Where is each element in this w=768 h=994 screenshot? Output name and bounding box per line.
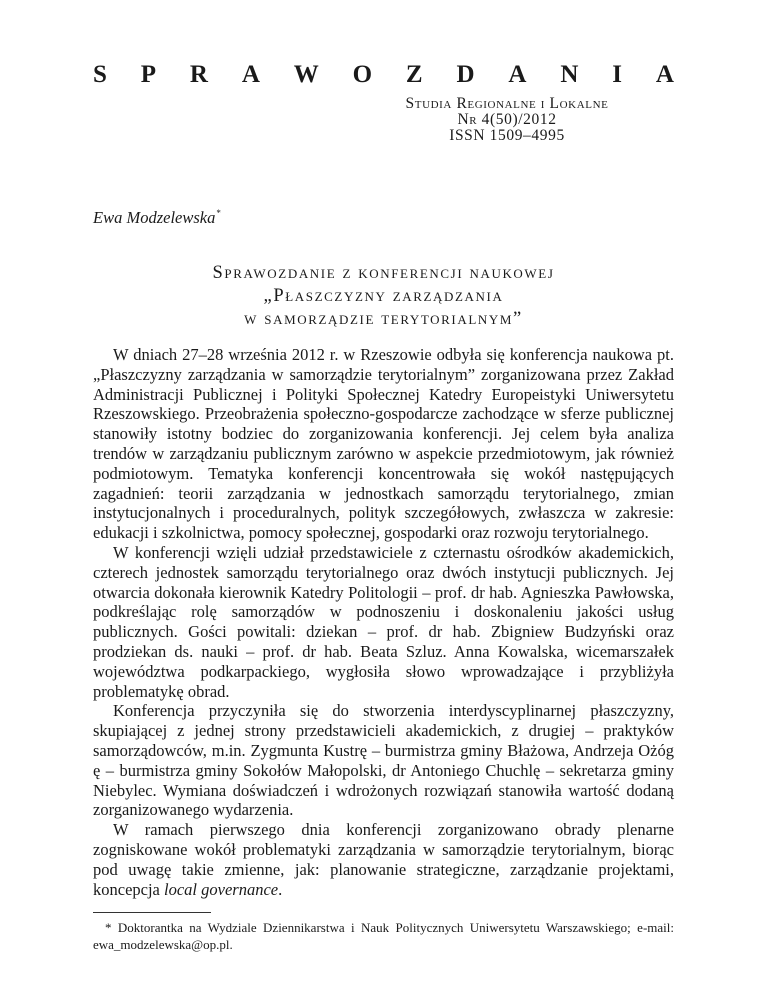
header-letter: A	[655, 61, 674, 88]
header-letter: N	[560, 61, 579, 88]
header-letter: Z	[405, 61, 423, 88]
title-line-3: w samorządzie terytorialnym”	[244, 309, 523, 329]
section-header-sprawozdania	[93, 60, 674, 90]
paragraph-4-italic-term: local governance	[164, 879, 279, 899]
footnote-text: * Doktorantka na Wydziale Dziennikarstwa i Nauk Politycznych Uniwersytetu Warszawskiego; e-mail: ewa_modzelewska@op.pl.	[93, 920, 674, 952]
journal-info	[342, 96, 672, 144]
paragraph-2: W konferencji wzięli udział przedstawiciele z czternastu ośrodków akademickich, czterech jednostek samorządu terytorialnego oraz dwóch instytucji publicznych. Jej otwarcia dokonała kierownik Katedry Politologii – prof. dr hab. Agnieszka Pawłowska, podkreślając rolę samorządów w podnoszeniu i doskonaleniu jakości usług publicznych. Gości powitali: dziekan – prof. dr hab. Zbigniew Budzyński oraz prodziekan ds. nauki – prof. dr hab. Beata Szluz. Anna Kowalska, wicemarszałek województwa podkarpackiego, wygłosiła słowo wprowadzające i przybliżyła problematykę obrad.	[93, 542, 674, 701]
author-name: Ewa Modzelewska	[93, 208, 216, 227]
header-letter: W	[293, 61, 319, 88]
header-letter: S	[93, 61, 107, 88]
journal-name: Studia Regionalne i Lokalne	[405, 95, 609, 112]
header-letter: I	[612, 61, 622, 88]
footnote	[93, 919, 674, 953]
header-letter: A	[241, 61, 260, 88]
header-letter: O	[352, 61, 373, 88]
paragraph-4	[93, 820, 674, 899]
author	[93, 208, 221, 228]
paragraph-4-end: .	[278, 879, 283, 899]
header-letter: A	[508, 61, 527, 88]
title-line-2: „Płaszczyzny zarządzania	[263, 286, 504, 306]
author-footnote-mark: *	[216, 208, 221, 218]
title-line-1: Sprawozdanie z konferencji naukowej	[212, 263, 555, 283]
journal-issn: ISSN 1509–4995	[449, 127, 565, 144]
header-letter: R	[189, 61, 208, 88]
paragraph-4-text: W ramach pierwszego dnia konferencji zorganizowano obrady plenarne zogniskowane wokół problematyki zarządzania w samorządzie terytorialnym, biorąc pod uwagę takie zmienne, jak: planowanie strategiczne, zarządzanie projektami, koncepcja	[93, 820, 674, 899]
journal-issue: Nr 4(50)/2012	[457, 111, 557, 128]
article-body	[93, 345, 674, 899]
header-letter: P	[140, 61, 157, 88]
paragraph-1: W dniach 27–28 września 2012 r. w Rzeszowie odbyła się konferencja naukowa pt. „Płaszczyzny zarządzania w samorządzie terytorialnym” zorganizowana przez Zakład Administracji Publicznej i Polityki Społecznej Katedry Europeistyki Uniwersytetu Rzeszowskiego. Przeobrażenia społeczno-gospodarcze zachodzące w sferze publicznej stanowiły istotny bodziec do zorganizowania konferencji. Jej celem była analiza trendów w zarządzaniu publicznym zarówno w aspekcie przedmiotowym, jak również podmiotowym. Tematyka konferencji koncentrowała się wokół następujących zagadnień: teorii zarządzania w jednostkach samorządu terytorialnego, zmian instytucjonalnych i proceduralnych, polityk szczegółowych, zwłaszcza w zakresie: edukacji i szkolnictwa, pomocy społecznej, gospodarki oraz rozwoju terytorialnego.	[93, 345, 674, 543]
header-letter: D	[456, 61, 475, 88]
footnote-divider	[93, 912, 211, 913]
article-title	[93, 262, 674, 331]
paragraph-3: Konferencja przyczyniła się do stworzenia interdyscyplinarnej płaszczyzny, skupiającej z jednej strony przedstawicieli akademickich, z drugiej – praktyków samorządowców, m.in. Zygmunta Kustrę – burmistrza gminy Błażowa, Andrzeja Ożóg ę – burmistrza gminy Sokołów Małopolski, dr Antoniego Chuchlę – sekretarza gminy Niebylec. Wymiana doświadczeń i wdrożonych rozwiązań stanowiła wartość dodaną zorganizowanego wydarzenia.	[93, 701, 674, 820]
